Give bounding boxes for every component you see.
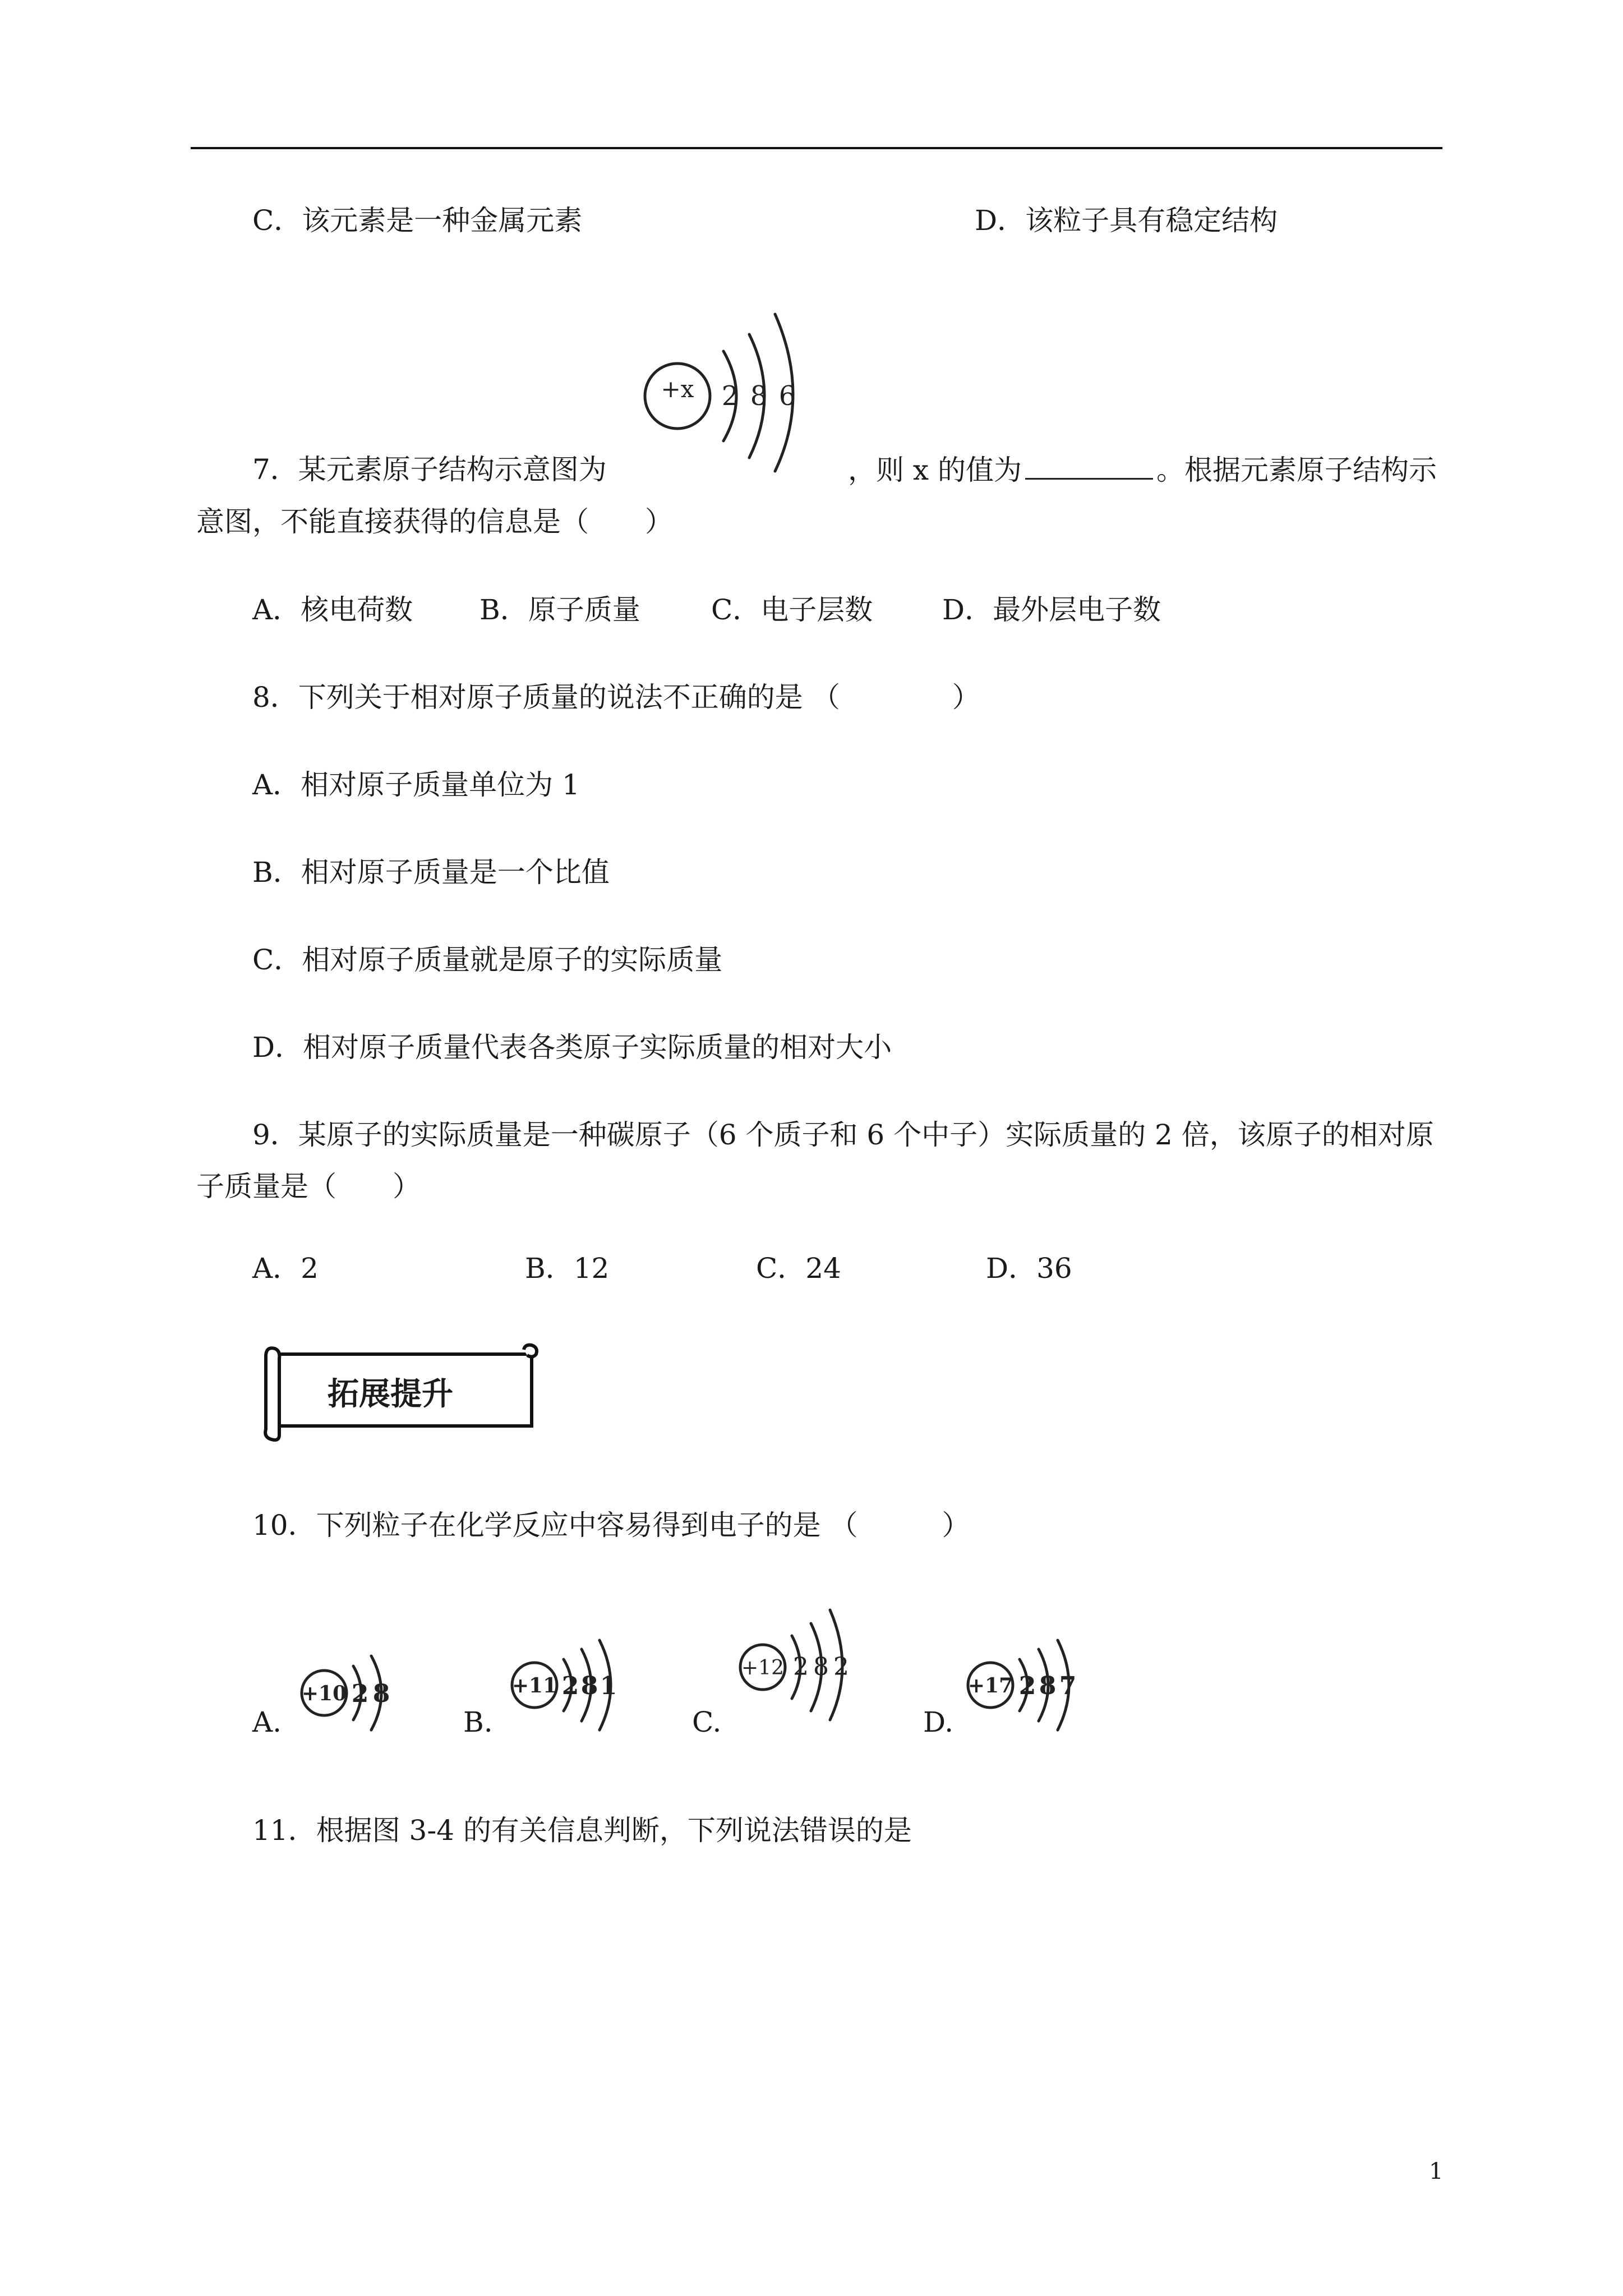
- q10-c-shell-1: 2: [793, 1653, 809, 1681]
- q8-option-b: B．相对原子质量是一个比值: [252, 856, 610, 889]
- q10-d-shell-1: 2: [1018, 1672, 1036, 1700]
- q10-c-shell-3: 2: [833, 1653, 849, 1681]
- q9-option-d: D．36: [986, 1252, 1072, 1285]
- q10-b-shell-1: 2: [561, 1672, 579, 1700]
- q7-stem-part2: [848, 455, 1437, 484]
- q8-option-c: C．相对原子质量就是原子的实际质量: [252, 944, 723, 976]
- header-rule: [191, 147, 1442, 149]
- q10-a-shell-1: 2: [351, 1680, 369, 1708]
- q7-stem-line2: 意图，不能直接获得的信息是（ ）: [196, 505, 673, 538]
- page-number: 1: [1429, 2159, 1444, 2184]
- q7-electrons-shell-3: 6: [778, 380, 796, 412]
- q7-option-b: B．原子质量: [479, 593, 640, 626]
- q9-stem-line1: 9．某原子的实际质量是一种碳原子（6 个质子和 6 个中子）实际质量的 2 倍，该原子的相对原: [252, 1119, 1434, 1151]
- q9-stem-line2: 子质量是（ ）: [196, 1170, 421, 1203]
- q7-stem-text-cont: 。根据元素原子结构示: [1156, 454, 1437, 486]
- q7-option-d: D．最外层电子数: [942, 593, 1161, 626]
- q10-option-d-label: D.: [923, 1706, 954, 1738]
- q10-option-d-diagram: [963, 1637, 1092, 1738]
- q9-option-c: C．24: [756, 1252, 841, 1285]
- q10-d-shell-2: 8: [1039, 1672, 1057, 1700]
- section-banner: [258, 1342, 541, 1439]
- q10-option-a-diagram: [297, 1644, 398, 1739]
- q10-stem: 10．下列粒子在化学反应中容易得到电子的是 （ ）: [252, 1509, 970, 1542]
- q6-option-d: D．该粒子具有稳定结构: [975, 204, 1278, 237]
- q11-stem: 11．根据图 3-4 的有关信息判断，下列说法错误的是: [252, 1814, 912, 1847]
- q10-d-shell-3: 7: [1059, 1672, 1077, 1700]
- q7-option-c: C．电子层数: [711, 593, 873, 626]
- q8-option-a: A．相对原子质量单位为 1: [252, 769, 580, 801]
- q8-stem: 8．下列关于相对原子质量的说法不正确的是 （ ）: [252, 681, 980, 714]
- q8-option-d: D．相对原子质量代表各类原子实际质量的相对大小: [252, 1031, 892, 1064]
- q10-option-b-diagram: [508, 1637, 631, 1738]
- q10-option-b-label: B.: [463, 1706, 493, 1738]
- q10-option-c-diagram: [735, 1604, 864, 1722]
- q6-option-c: C．该元素是一种金属元素: [252, 204, 583, 237]
- q7-stem-text: ，则 x 的值为: [848, 454, 1022, 486]
- q10-c-nucleus: +12: [741, 1657, 784, 1680]
- q7-electrons-shell-2: 8: [750, 380, 768, 412]
- q7-stem-part1: 7．某元素原子结构示意图为: [252, 453, 607, 486]
- q7-atom-diagram: [639, 303, 819, 471]
- q7-option-a: A．核电荷数: [252, 593, 413, 626]
- q10-a-shell-2: 8: [372, 1680, 390, 1708]
- q10-b-shell-2: 8: [580, 1672, 598, 1700]
- q7-answer-blank: [1025, 455, 1153, 480]
- q10-option-a-label: A.: [252, 1706, 282, 1738]
- q10-a-nucleus: +10: [301, 1682, 347, 1705]
- q7-nucleus-label: +x: [661, 375, 694, 403]
- q10-option-c-label: C.: [692, 1706, 722, 1738]
- section-banner-title: 拓展提升: [328, 1376, 453, 1412]
- q10-d-nucleus: +17: [967, 1674, 1013, 1697]
- q10-b-nucleus: +11: [511, 1674, 557, 1697]
- q9-option-a: A．2: [252, 1252, 319, 1285]
- q10-b-shell-3: 1: [600, 1672, 617, 1700]
- q10-c-shell-2: 8: [813, 1653, 829, 1681]
- q9-option-b: B．12: [525, 1252, 610, 1285]
- q7-electrons-shell-1: 2: [721, 380, 739, 412]
